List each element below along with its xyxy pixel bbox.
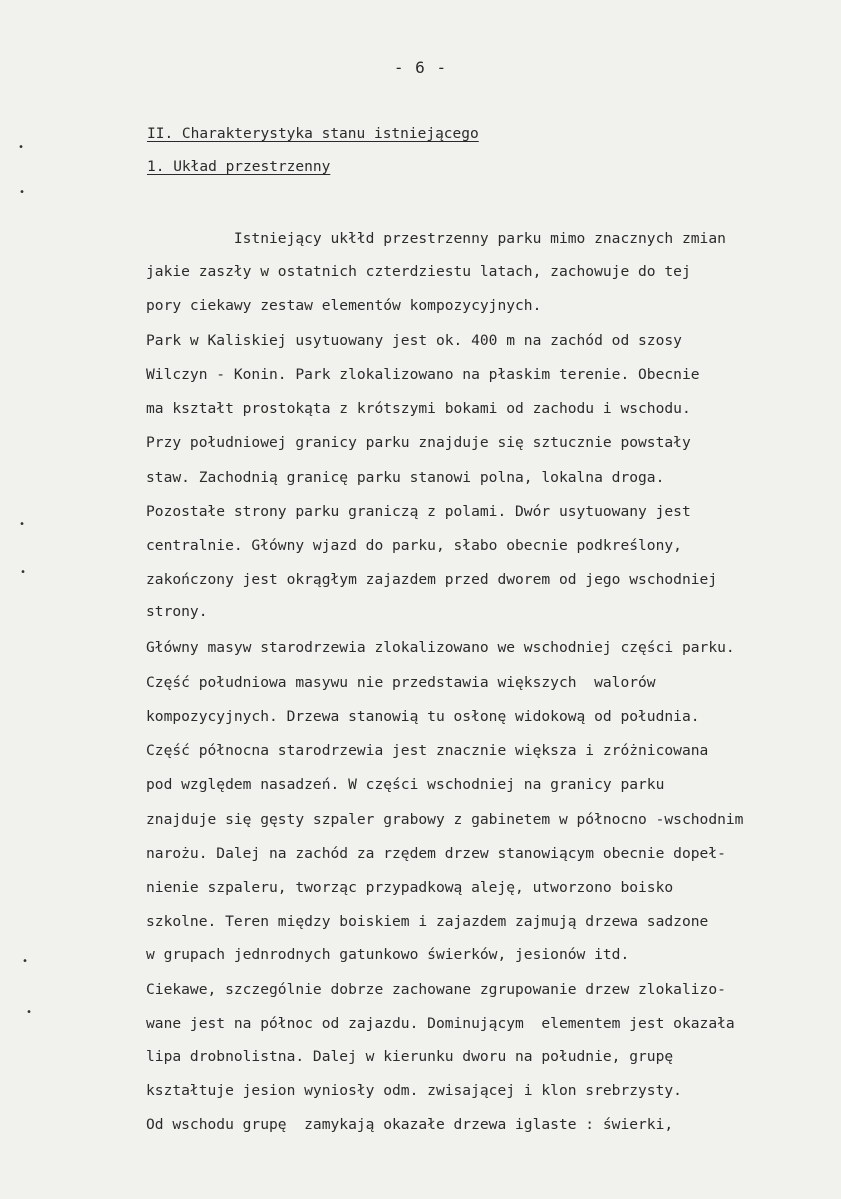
text-line: Pozostałe strony parku graniczą z polami. Dwór usytuowany jest — [146, 503, 691, 520]
margin-mark: • — [19, 519, 26, 530]
text-line: strony. — [146, 603, 208, 620]
text-line: Ciekawe, szczególnie dobrze zachowane zgrupowanie drzew zlokalizo- — [146, 981, 726, 998]
page-number: - 6 - — [393, 58, 448, 77]
subsection-heading: 1. Układ przestrzenny — [147, 159, 331, 175]
margin-mark: • — [22, 956, 29, 967]
text-line: znajduje się gęsty szpaler grabowy z gabinetem w północno -wschodnim — [146, 811, 744, 828]
text-line: Część północna starodrzewia jest znacznie większa i zróżnicowana — [146, 742, 709, 759]
text-line: Wilczyn - Konin. Park zlokalizowano na płaskim terenie. Obecnie — [146, 366, 700, 383]
text-line: zakończony jest okrągłym zajazdem przed dworem od jego wschodniej — [146, 571, 718, 588]
text-line: szkolne. Teren między boiskiem i zajazdem zajmują drzewa sadzone — [146, 913, 709, 930]
margin-mark: • — [18, 142, 25, 153]
margin-mark: • — [20, 567, 27, 578]
text-line: Przy południowej granicy parku znajduje się sztucznie powstały — [146, 434, 691, 451]
text-line: kompozycyjnych. Drzewa stanowią tu osłonę widokową od południa. — [146, 708, 700, 725]
text-line: wane jest na północ od zajazdu. Dominującym elementem jest okazała — [146, 1015, 735, 1032]
text-line: Od wschodu grupę zamykają okazałe drzewa iglaste : świerki, — [146, 1116, 674, 1133]
text-line: pod względem nasadzeń. W części wschodniej na granicy parku — [146, 776, 665, 793]
margin-mark: • — [19, 187, 26, 198]
text-line: staw. Zachodnią granicę parku stanowi polna, lokalna droga. — [146, 469, 665, 486]
section-heading: II. Charakterystyka stanu istniejącego — [147, 126, 479, 142]
text-line: Część południowa masywu nie przedstawia większych walorów — [146, 674, 656, 691]
margin-mark: • — [26, 1007, 33, 1018]
text-line: centralnie. Główny wjazd do parku, słabo obecnie podkreślony, — [146, 537, 682, 554]
text-line: narożu. Dalej na zachód za rzędem drzew stanowiącym obecnie dopeł- — [146, 845, 726, 862]
text-line: nienie szpaleru, tworząc przypadkową aleję, utworzono boisko — [146, 879, 674, 896]
text-line: pory ciekawy zestaw elementów kompozycyjnych. — [146, 297, 542, 314]
text-line: Park w Kaliskiej usytuowany jest ok. 400 m na zachód od szosy — [146, 332, 682, 349]
text-line: Główny masyw starodrzewia zlokalizowano we wschodniej części parku. — [146, 639, 735, 656]
text-line: ma kształt prostokąta z krótszymi bokami od zachodu i wschodu. — [146, 400, 691, 417]
text-line: lipa drobnolistna. Dalej w kierunku dworu na południe, grupę — [146, 1048, 674, 1065]
text-line: Istniejący ukłłd przestrzenny parku mimo znacznych zmian — [146, 230, 726, 247]
text-line: w grupach jednrodnych gatunkowo świerków, jesionów itd. — [146, 946, 630, 963]
text-line: jakie zaszły w ostatnich czterdziestu latach, zachowuje do tej — [146, 263, 691, 280]
text-line: kształtuje jesion wyniosły odm. zwisającej i klon srebrzysty. — [146, 1082, 682, 1099]
